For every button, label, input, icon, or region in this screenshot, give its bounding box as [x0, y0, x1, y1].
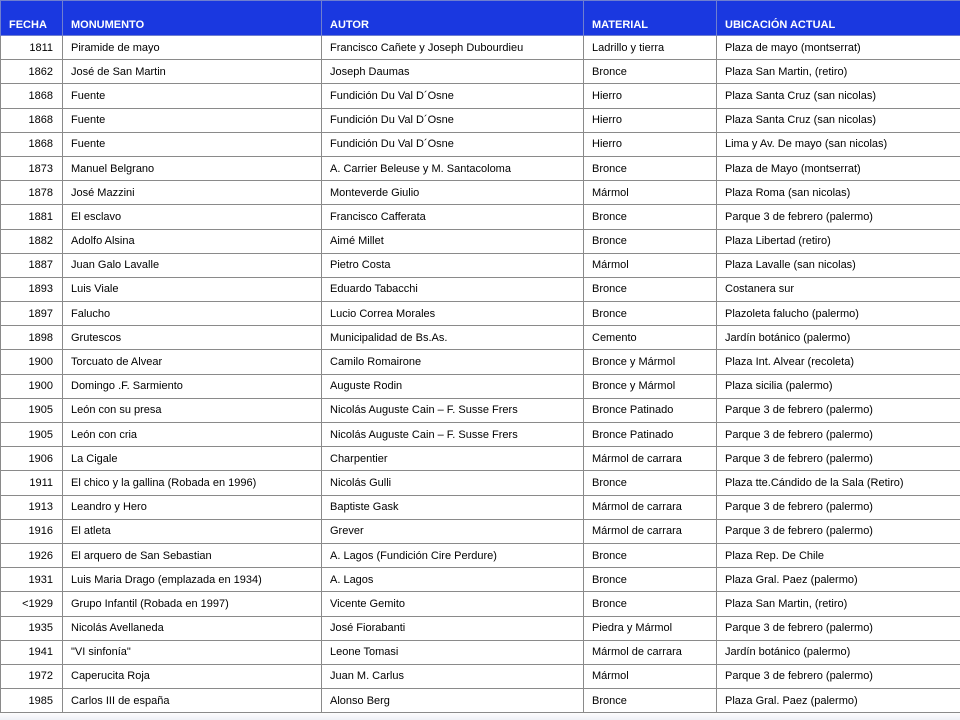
cell-autor: Eduardo Tabacchi: [322, 277, 584, 301]
cell-ubicacion: Plaza Gral. Paez (palermo): [717, 568, 960, 592]
cell-ubicacion: Plaza Lavalle (san nicolas): [717, 253, 960, 277]
table-row: [1, 205, 960, 229]
cell-material: Mármol: [584, 253, 717, 277]
cell-autor: Fundición Du Val D´Osne: [322, 132, 584, 156]
cell-autor: Grever: [322, 519, 584, 543]
cell-monumento: El arquero de San Sebastian: [63, 543, 322, 567]
cell-monumento: Luis Viale: [63, 277, 322, 301]
table-row: [1, 350, 960, 374]
cell-ubicacion: Plaza de mayo (montserrat): [717, 36, 960, 60]
cell-fecha: 1897: [1, 302, 63, 326]
cell-material: Bronce: [584, 471, 717, 495]
cell-autor: Aimé Millet: [322, 229, 584, 253]
cell-material: Bronce: [584, 302, 717, 326]
cell-fecha: 1900: [1, 374, 63, 398]
cell-autor: José Fiorabanti: [322, 616, 584, 640]
cell-fecha: 1931: [1, 568, 63, 592]
cell-monumento: Torcuato de Alvear: [63, 350, 322, 374]
cell-monumento: El chico y la gallina (Robada en 1996): [63, 471, 322, 495]
cell-material: Ladrillo y tierra: [584, 36, 717, 60]
cell-fecha: 1893: [1, 277, 63, 301]
cell-fecha: 1911: [1, 471, 63, 495]
cell-ubicacion: Parque 3 de febrero (palermo): [717, 519, 960, 543]
cell-autor: Joseph Daumas: [322, 60, 584, 84]
cell-monumento: León con cria: [63, 423, 322, 447]
cell-ubicacion: Costanera sur: [717, 277, 960, 301]
table-row: [1, 398, 960, 422]
cell-monumento: José de San Martin: [63, 60, 322, 84]
cell-ubicacion: Plaza de Mayo (montserrat): [717, 156, 960, 180]
cell-ubicacion: Plaza Roma (san nicolas): [717, 181, 960, 205]
header-ubicacion: UBICACIÓN ACTUAL: [717, 1, 960, 36]
cell-fecha: 1873: [1, 156, 63, 180]
cell-autor: Fundición Du Val D´Osne: [322, 84, 584, 108]
cell-material: Mármol de carrara: [584, 640, 717, 664]
cell-monumento: Luis Maria Drago (emplazada en 1934): [63, 568, 322, 592]
cell-material: Hierro: [584, 108, 717, 132]
table-header: [1, 1, 960, 36]
table-row: [1, 36, 960, 60]
cell-material: Bronce y Mármol: [584, 350, 717, 374]
cell-material: Mármol: [584, 664, 717, 688]
cell-material: Bronce: [584, 543, 717, 567]
cell-fecha: 1878: [1, 181, 63, 205]
cell-fecha: 1972: [1, 664, 63, 688]
cell-autor: Nicolás Auguste Cain – F. Susse Frers: [322, 423, 584, 447]
cell-ubicacion: Plaza Santa Cruz (san nicolas): [717, 108, 960, 132]
cell-monumento: Domingo .F. Sarmiento: [63, 374, 322, 398]
cell-ubicacion: Jardín botánico (palermo): [717, 326, 960, 350]
cell-autor: Francisco Cafferata: [322, 205, 584, 229]
cell-fecha: 1926: [1, 543, 63, 567]
cell-autor: Nicolás Auguste Cain – F. Susse Frers: [322, 398, 584, 422]
cell-ubicacion: Plazoleta falucho (palermo): [717, 302, 960, 326]
table-row: [1, 519, 960, 543]
cell-fecha: 1881: [1, 205, 63, 229]
cell-fecha: 1811: [1, 36, 63, 60]
cell-material: Piedra y Mármol: [584, 616, 717, 640]
cell-monumento: El esclavo: [63, 205, 322, 229]
cell-monumento: Leandro y Hero: [63, 495, 322, 519]
cell-ubicacion: Plaza Santa Cruz (san nicolas): [717, 84, 960, 108]
cell-fecha: 1868: [1, 84, 63, 108]
cell-fecha: 1913: [1, 495, 63, 519]
cell-ubicacion: Parque 3 de febrero (palermo): [717, 616, 960, 640]
table-row: [1, 543, 960, 567]
cell-ubicacion: Plaza Gral. Paez (palermo): [717, 689, 960, 713]
table-row: [1, 84, 960, 108]
table-row: [1, 568, 960, 592]
table-row: [1, 326, 960, 350]
cell-fecha: 1905: [1, 423, 63, 447]
cell-material: Mármol de carrara: [584, 447, 717, 471]
cell-ubicacion: Parque 3 de febrero (palermo): [717, 205, 960, 229]
cell-ubicacion: Parque 3 de febrero (palermo): [717, 423, 960, 447]
cell-ubicacion: Parque 3 de febrero (palermo): [717, 398, 960, 422]
cell-autor: Monteverde Giulio: [322, 181, 584, 205]
cell-fecha: 1916: [1, 519, 63, 543]
cell-fecha: 1935: [1, 616, 63, 640]
cell-fecha: 1882: [1, 229, 63, 253]
cell-monumento: La Cigale: [63, 447, 322, 471]
table-row: [1, 592, 960, 616]
cell-fecha: 1862: [1, 60, 63, 84]
cell-monumento: Fuente: [63, 84, 322, 108]
table-row: [1, 108, 960, 132]
cell-monumento: Fuente: [63, 132, 322, 156]
table-row: [1, 181, 960, 205]
cell-monumento: Adolfo Alsina: [63, 229, 322, 253]
cell-material: Bronce: [584, 568, 717, 592]
cell-ubicacion: Parque 3 de febrero (palermo): [717, 664, 960, 688]
cell-ubicacion: Plaza sicilia (palermo): [717, 374, 960, 398]
cell-autor: Vicente Gemito: [322, 592, 584, 616]
cell-autor: A. Lagos (Fundición Cire Perdure): [322, 543, 584, 567]
cell-monumento: Grupo Infantil (Robada en 1997): [63, 592, 322, 616]
cell-autor: Camilo Romairone: [322, 350, 584, 374]
cell-autor: A. Carrier Beleuse y M. Santacoloma: [322, 156, 584, 180]
cell-material: Hierro: [584, 132, 717, 156]
cell-autor: Municipalidad de Bs.As.: [322, 326, 584, 350]
cell-autor: Lucio Correa Morales: [322, 302, 584, 326]
cell-autor: Charpentier: [322, 447, 584, 471]
cell-ubicacion: Plaza San Martin, (retiro): [717, 60, 960, 84]
cell-ubicacion: Lima y Av. De mayo (san nicolas): [717, 132, 960, 156]
cell-fecha: <1929: [1, 592, 63, 616]
table-row: [1, 616, 960, 640]
cell-fecha: 1868: [1, 108, 63, 132]
cell-monumento: León con su presa: [63, 398, 322, 422]
table-row: [1, 302, 960, 326]
cell-material: Hierro: [584, 84, 717, 108]
cell-fecha: 1985: [1, 689, 63, 713]
table-row: [1, 689, 960, 713]
table-row: [1, 471, 960, 495]
header-material: MATERIAL: [584, 1, 717, 36]
cell-autor: Auguste Rodin: [322, 374, 584, 398]
cell-material: Bronce: [584, 60, 717, 84]
cell-monumento: "VI sinfonía": [63, 640, 322, 664]
cell-autor: Francisco Cañete y Joseph Dubourdieu: [322, 36, 584, 60]
cell-material: Mármol: [584, 181, 717, 205]
cell-monumento: Nicolás Avellaneda: [63, 616, 322, 640]
cell-material: Bronce y Mármol: [584, 374, 717, 398]
cell-fecha: 1906: [1, 447, 63, 471]
cell-material: Bronce: [584, 205, 717, 229]
cell-autor: Leone Tomasi: [322, 640, 584, 664]
header-fecha: FECHA: [1, 1, 63, 36]
table-row: [1, 640, 960, 664]
cell-autor: Juan M. Carlus: [322, 664, 584, 688]
cell-material: Bronce: [584, 277, 717, 301]
cell-monumento: Falucho: [63, 302, 322, 326]
table-row: [1, 374, 960, 398]
table-row: [1, 229, 960, 253]
cell-fecha: 1868: [1, 132, 63, 156]
cell-ubicacion: Parque 3 de febrero (palermo): [717, 447, 960, 471]
cell-monumento: Caperucita Roja: [63, 664, 322, 688]
cell-monumento: Piramide de mayo: [63, 36, 322, 60]
cell-material: Mármol de carrara: [584, 519, 717, 543]
cell-ubicacion: Plaza tte.Cándido de la Sala (Retiro): [717, 471, 960, 495]
cell-fecha: 1905: [1, 398, 63, 422]
cell-material: Bronce: [584, 592, 717, 616]
cell-material: Cemento: [584, 326, 717, 350]
header-autor: AUTOR: [322, 1, 584, 36]
table-row: [1, 60, 960, 84]
header-monumento: MONUMENTO: [63, 1, 322, 36]
cell-autor: Baptiste Gask: [322, 495, 584, 519]
cell-monumento: Juan Galo Lavalle: [63, 253, 322, 277]
cell-ubicacion: Plaza Rep. De Chile: [717, 543, 960, 567]
cell-monumento: Grutescos: [63, 326, 322, 350]
table-row: [1, 156, 960, 180]
cell-ubicacion: Plaza Libertad (retiro): [717, 229, 960, 253]
cell-ubicacion: Parque 3 de febrero (palermo): [717, 495, 960, 519]
cell-fecha: 1941: [1, 640, 63, 664]
table-body: [1, 36, 960, 713]
table-row: [1, 253, 960, 277]
cell-autor: A. Lagos: [322, 568, 584, 592]
cell-material: Bronce: [584, 689, 717, 713]
cell-autor: Fundición Du Val D´Osne: [322, 108, 584, 132]
cell-monumento: Fuente: [63, 108, 322, 132]
header-row: [1, 1, 960, 36]
cell-autor: Pietro Costa: [322, 253, 584, 277]
cell-fecha: 1898: [1, 326, 63, 350]
cell-monumento: El atleta: [63, 519, 322, 543]
cell-fecha: 1900: [1, 350, 63, 374]
cell-monumento: Manuel Belgrano: [63, 156, 322, 180]
table-row: [1, 495, 960, 519]
table-row: [1, 447, 960, 471]
cell-ubicacion: Plaza Int. Alvear (recoleta): [717, 350, 960, 374]
cell-autor: Alonso Berg: [322, 689, 584, 713]
cell-material: Mármol de carrara: [584, 495, 717, 519]
cell-monumento: Carlos III de españa: [63, 689, 322, 713]
table-row: [1, 423, 960, 447]
cell-material: Bronce: [584, 156, 717, 180]
table-row: [1, 664, 960, 688]
cell-ubicacion: Plaza San Martin, (retiro): [717, 592, 960, 616]
cell-autor: Nicolás Gulli: [322, 471, 584, 495]
cell-material: Bronce Patinado: [584, 423, 717, 447]
table-row: [1, 277, 960, 301]
table-row: [1, 132, 960, 156]
cell-monumento: José Mazzini: [63, 181, 322, 205]
cell-material: Bronce: [584, 229, 717, 253]
cell-ubicacion: Jardín botánico (palermo): [717, 640, 960, 664]
cell-material: Bronce Patinado: [584, 398, 717, 422]
cell-fecha: 1887: [1, 253, 63, 277]
